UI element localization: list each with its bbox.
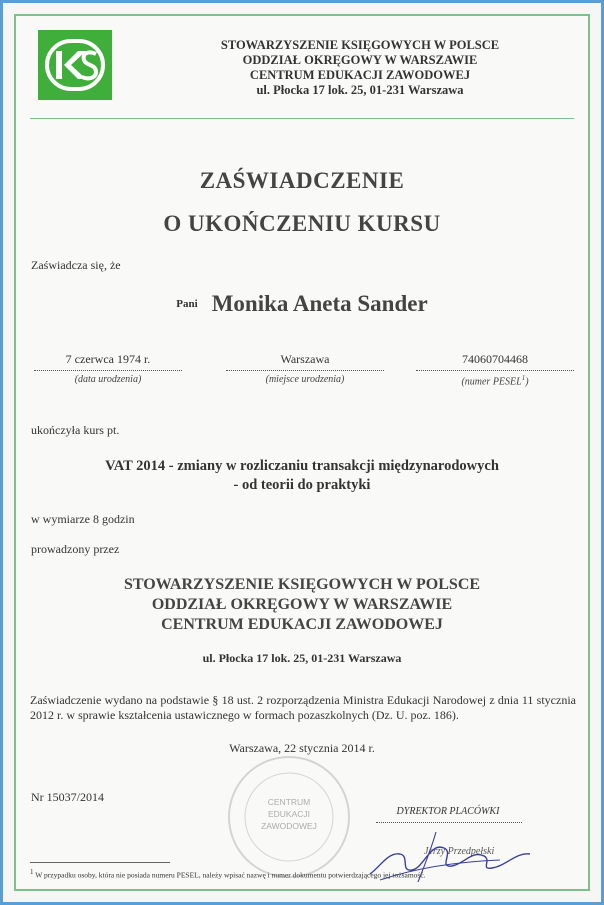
pesel-label: (numer PESEL$^1$) [461, 374, 529, 388]
stamp-text: CENTRUM EDUKACJI ZAWODOWEJ [261, 797, 317, 831]
course-title [0, 457, 604, 495]
legal-basis-text: Zaświadczenie wydano na podstawie § 18 ust. 2 rozporządzenia Ministra Edukacji Narodowej z dnia 11 stycznia 2012 r. w sprawie kształcenia ustawicznego w formach pozaszkolnych (Dz. U. poz. 186). [30, 693, 576, 722]
birth-date-value: 7 czerwca 1974 r. [65, 352, 151, 366]
pesel-value: 74060704468 [462, 352, 528, 366]
header-organization [160, 38, 560, 98]
organizer-address: ul. Płocka 17 lok. 25, 01-231 Warszawa [202, 651, 402, 665]
document-title: ZAŚWIADCZENIE [199, 168, 405, 193]
certificate-number: Nr 15037/2014 [31, 790, 104, 804]
course-hours: w wymiarze 8 godzin [31, 512, 135, 526]
footnote: $^1$ W przypadku osoby, która nie posiada numeru PESEL, należy wpisać nazwę i numer dokumentu potwierdzającego jej tożsamość. [30, 868, 426, 880]
conducted-by-text: prowadzony przez [31, 542, 120, 556]
completed-text: ukończyła kurs pt. [31, 423, 120, 437]
course-title-line-2: - od teorii do praktyki [233, 477, 371, 493]
issue-place-date: Warszawa, 22 stycznia 2014 r. [229, 741, 375, 755]
header-line-3: CENTRUM EDUKACJI ZAWODOWEJ [249, 68, 471, 82]
birth-date-label: (data urodzenia) [74, 374, 142, 385]
handwritten-signature [340, 812, 550, 892]
birth-date-field [34, 352, 182, 385]
header-divider [30, 118, 574, 119]
organizer-line-2: ODDZIAŁ OKRĘGOWY W WARSZAWIE [151, 596, 453, 613]
organizer-block [0, 575, 604, 635]
recipient-row [0, 291, 604, 317]
intro-text: Zaświadcza się, że [31, 258, 121, 272]
signer-name: Jerzy Przedpełski [424, 846, 495, 857]
pesel-field [416, 352, 574, 387]
footnote-divider [30, 862, 170, 863]
birth-place-field [226, 352, 384, 385]
header-line-2: ODDZIAŁ OKRĘGOWY W WARSZAWIE [242, 53, 478, 67]
director-title: DYREKTOR PLACÓWKI [396, 806, 500, 817]
footnote-text: W przypadku osoby, która nie posiada numeru PESEL, należy wpisać nazwę i numer dokumentu potwierdzającego jej tożsamość. [33, 870, 426, 880]
organizer-line-1: STOWARZYSZENIE KSIĘGOWYCH W POLSCE [123, 576, 481, 593]
organization-logo [38, 30, 112, 100]
document-subtitle: O UKOŃCZENIU KURSU [163, 211, 441, 236]
organizer-line-3: CENTRUM EDUKACJI ZAWODOWEJ [161, 616, 443, 633]
course-title-line-1: VAT 2014 - zmiany w rozliczaniu transakcji międzynarodowych [105, 458, 499, 474]
recipient-name: Monika Aneta Sander [211, 291, 428, 316]
header-line-1: STOWARZYSZENIE KSIĘGOWYCH W POLSCE [220, 38, 500, 52]
birth-place-value: Warszawa [280, 352, 330, 366]
salutation: Pani [176, 298, 198, 310]
header-address: ul. Płocka 17 lok. 25, 01-231 Warszawa [256, 83, 464, 97]
birth-place-label: (miejsce urodzenia) [265, 374, 345, 385]
